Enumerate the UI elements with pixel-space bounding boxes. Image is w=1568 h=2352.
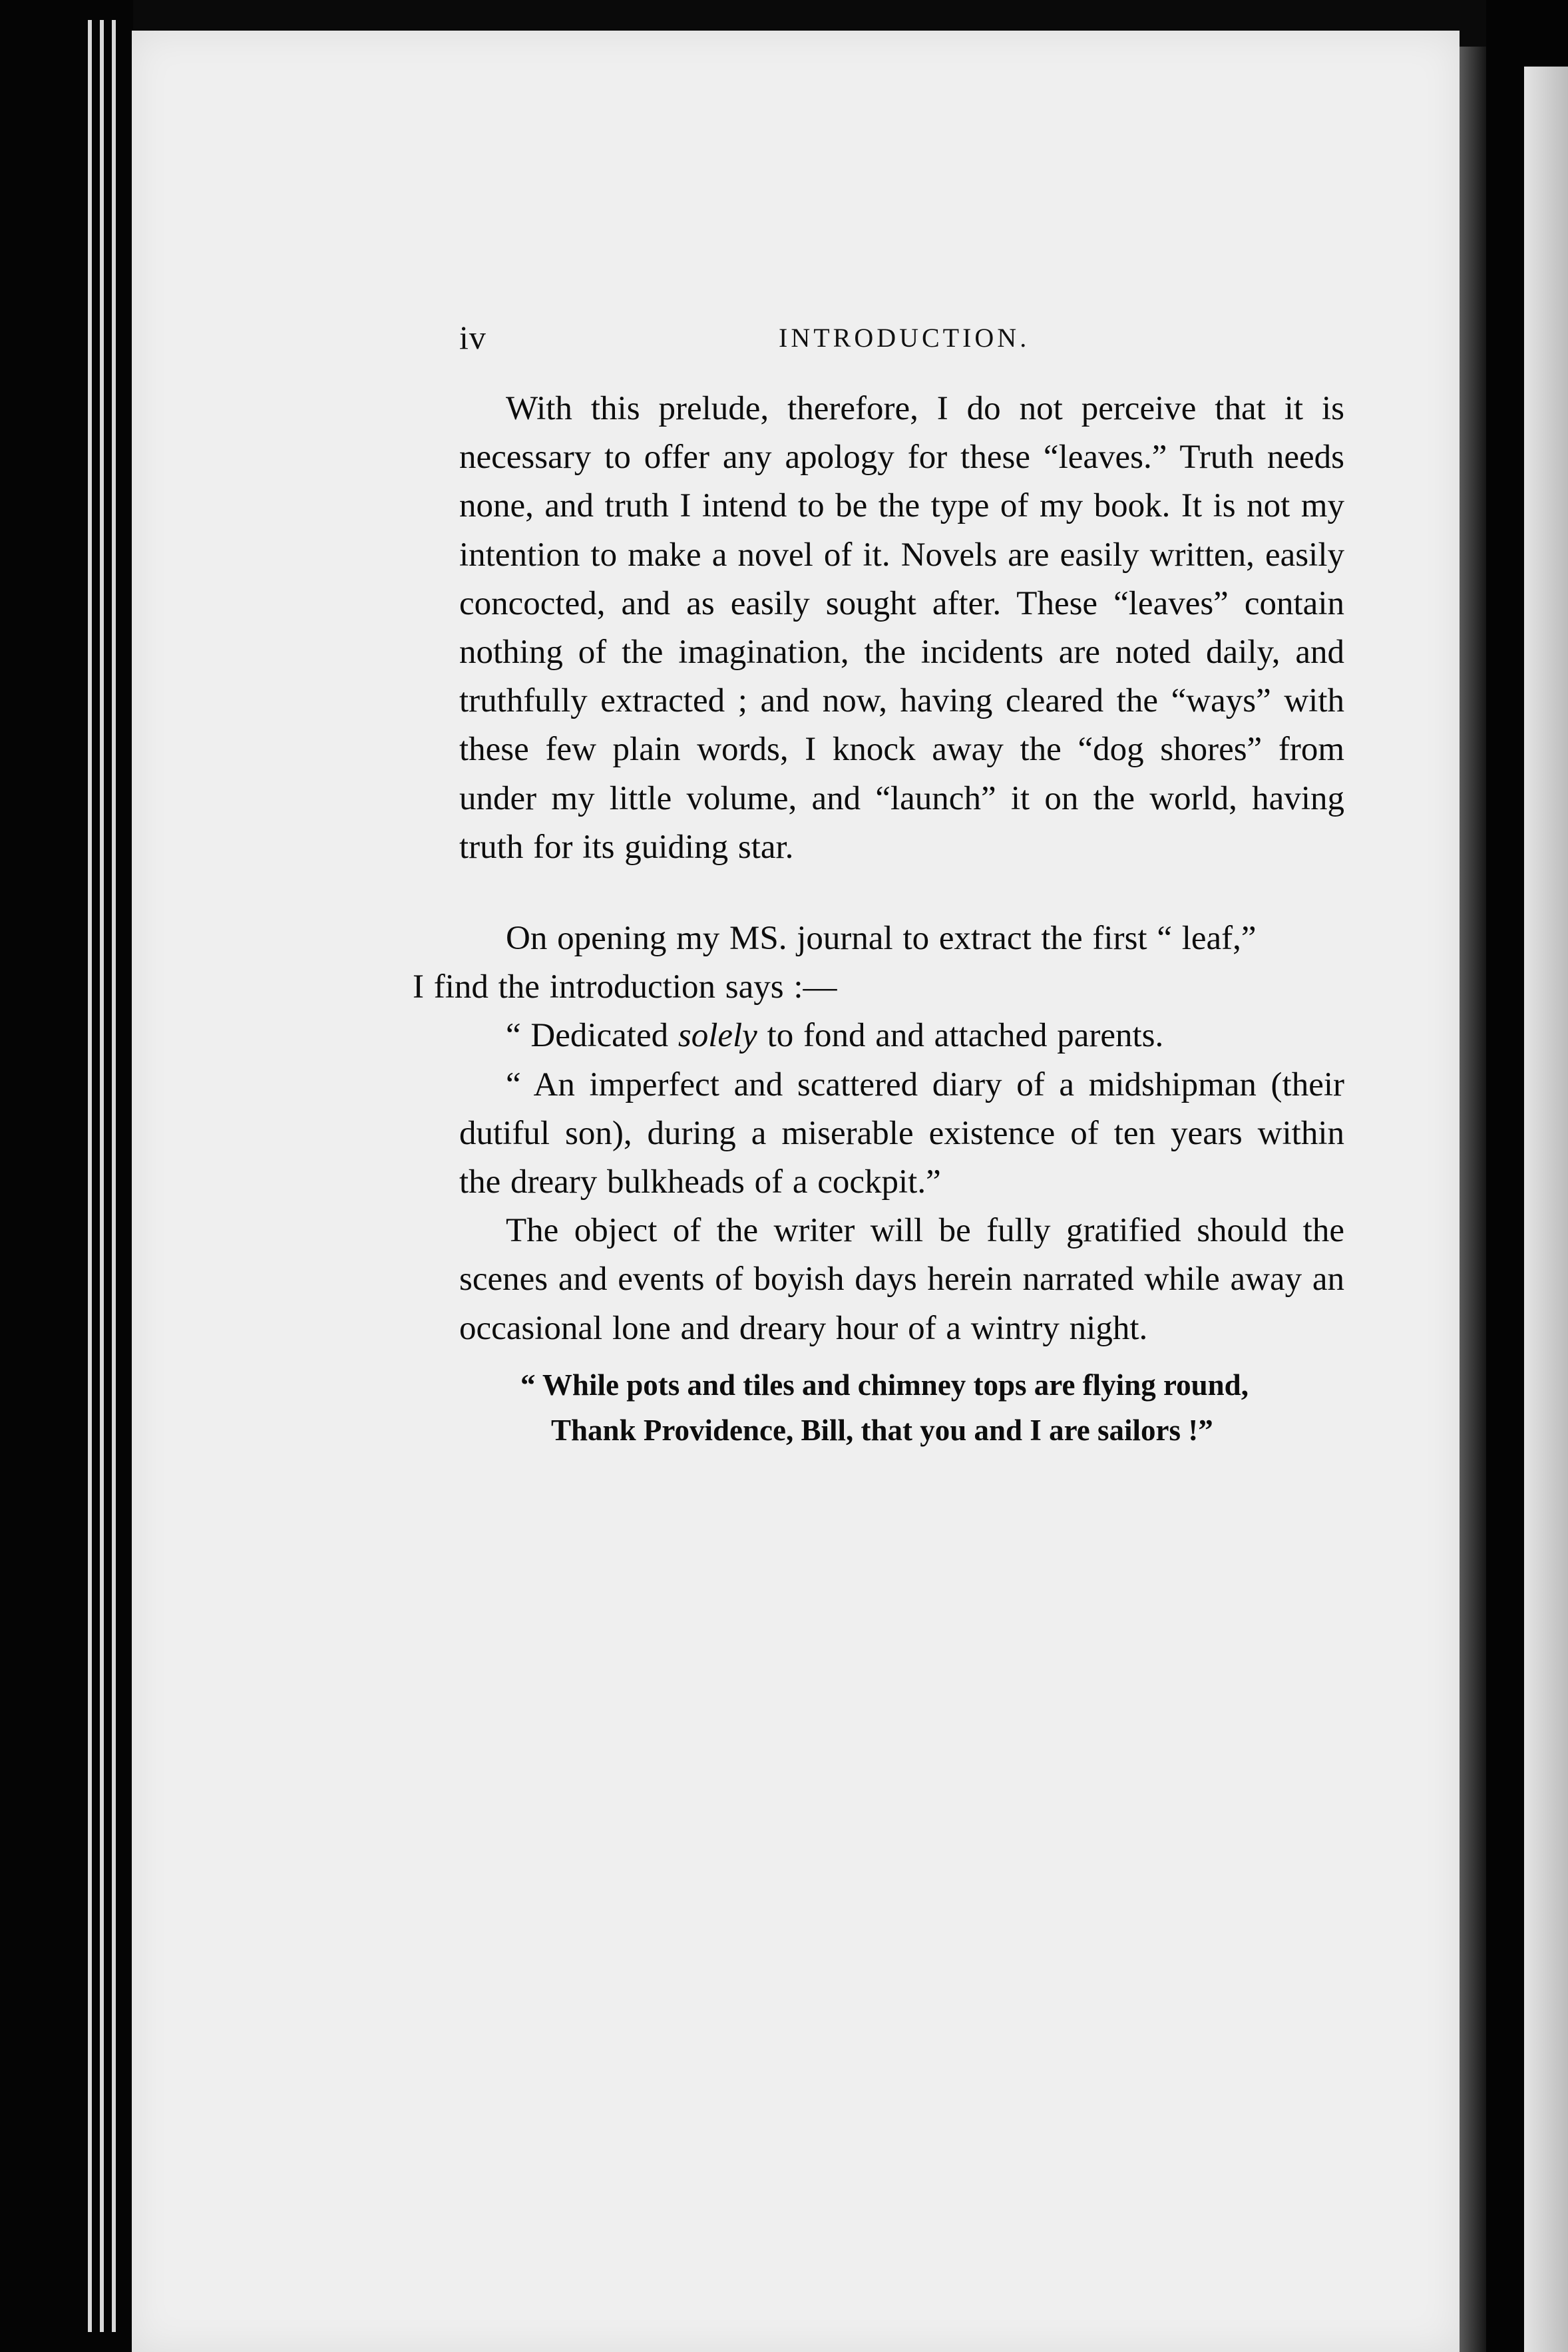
page-header: [459, 318, 1344, 365]
dedication-emphasis: solely: [678, 1017, 757, 1055]
verse-line: Thank Providence, Bill, that you and I are sailors !”: [551, 1413, 1213, 1447]
gutter-line: [112, 20, 116, 2332]
running-head: INTRODUCTION.: [779, 323, 1030, 353]
facing-page-strip: [1524, 67, 1568, 2352]
book-binding-edge: [0, 0, 133, 2352]
paragraph-diary: “ An imperfect and scattered diary of a midshipman (their dutiful son), during a miserable existence of ten years within the dreary bulkheads of a cockpit.”: [459, 1066, 1344, 1201]
paragraph-journal-line-1: On opening my MS. journal to extract the first “ leaf,”: [506, 920, 1257, 958]
verse-quote: [459, 1362, 1344, 1453]
page-edge-shadow: [1460, 47, 1486, 2352]
paragraph-journal: [413, 914, 1344, 1012]
dedication-suffix: to fond and attached parents.: [757, 1017, 1164, 1055]
verse-line: “ While pots and tiles and chimney tops are flying round,: [520, 1368, 1249, 1402]
gutter-line: [100, 20, 104, 2332]
body-text: [413, 385, 1344, 1453]
paragraph-prelude: With this prelude, therefore, I do not perceive that it is necessary to offer any apology for these “leaves.” Truth needs none, and truth I intend to be the type of my book. It is not my intention to make a novel of it. Novels are easily written, easily concocted, and as easily sought after. These “leaves” contain nothing of the imagination, the incidents are noted daily, and truthfully extracted ; and now, having cleared the “ways” with these few plain words, I knock away the “dog shores” from under my little volume, and “launch” it on the world, having truth for its guiding star.: [459, 390, 1344, 866]
dedication-prefix: “ Dedicated: [506, 1017, 678, 1055]
paragraph-dedication: [459, 1012, 1344, 1060]
paragraph-object: The object of the writer will be fully gratified should the scenes and events of boyish days herein narrated while away an occasional lone and dreary hour of a wintry night.: [459, 1212, 1344, 1347]
page-number: iv: [459, 319, 487, 356]
gutter-line: [88, 20, 92, 2332]
paragraph-journal-line-2: I find the introduction says :—: [413, 968, 837, 1006]
